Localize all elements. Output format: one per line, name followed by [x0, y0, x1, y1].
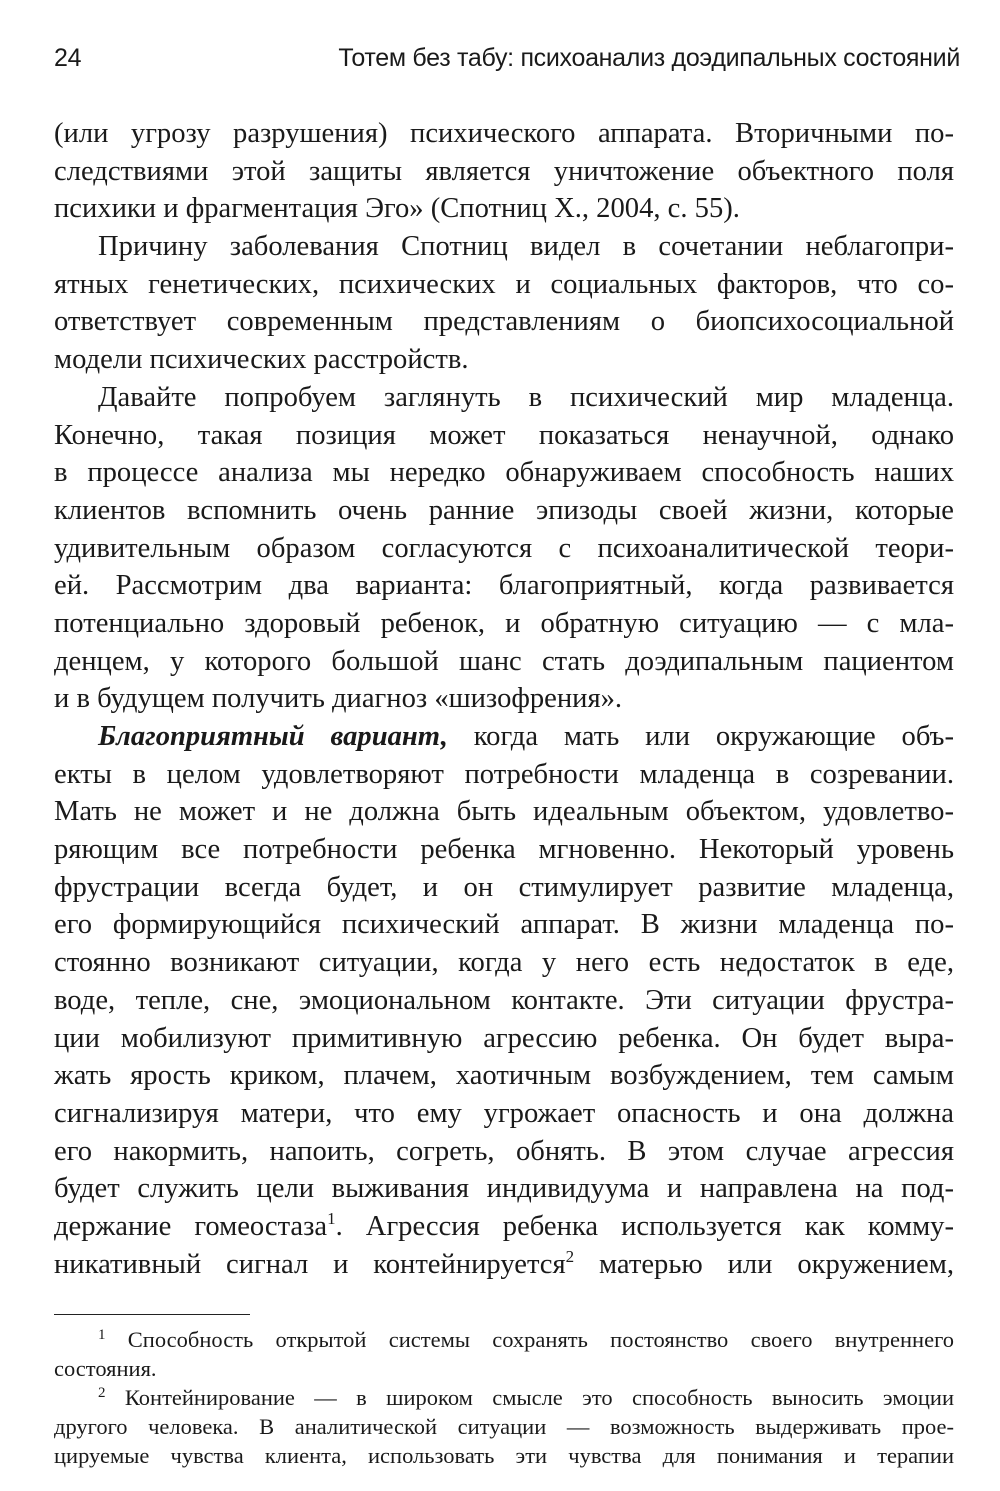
text-line: ятных генетических, психических и социальных факторов, что со-: [54, 268, 954, 300]
paragraph-first-line: Причину заболевания Спотниц видел в сочетании неблагопри-: [98, 231, 954, 263]
paragraph-first-line: [54, 718, 954, 756]
text-line: воде, тепле, сне, эмоциональном контакте. Эти ситуации фрустра-: [54, 984, 954, 1016]
text-line: стоянно возникают ситуации, когда у него есть недостаток в еде,: [54, 947, 954, 979]
text-segment: никативный сигнал и контейнируется: [54, 1248, 566, 1280]
text-line: его формирующийся психический аппарат. В жизни младенца по-: [54, 909, 954, 941]
text-line: (или угрозу разрушения) психического аппарата. Вторичными по-: [54, 118, 954, 149]
running-head: [54, 44, 960, 80]
footnote-divider: [54, 1314, 250, 1315]
text-line: удивительным образом согласуются с психоаналитической теори-: [54, 532, 954, 564]
text-line: потенциально здоровый ребенок, и обратную ситуацию — с мла-: [54, 607, 954, 639]
text-segment: . Агрессия ребенка используется как комму-: [335, 1210, 954, 1242]
book-page: [54, 0, 960, 1491]
text-line: клиентов вспомнить очень ранние эпизоды своей жизни, которые: [54, 494, 954, 526]
text-line: сигнализируя матери, что ему угрожает опасность и она должна: [54, 1097, 954, 1129]
text-line: екты в целом удовлетворяют потребности младенца в созревании.: [54, 758, 954, 790]
text-line: Мать не может и не должна быть идеальным объектом, удовлетво-: [54, 796, 954, 828]
text-line: жать ярость криком, плачем, хаотичным возбуждением, тем самым: [54, 1060, 954, 1092]
footnote-ref-2[interactable]: 2: [565, 1246, 575, 1266]
main-text: [54, 115, 954, 1283]
text-line: ции мобилизуют примитивную агрессию ребенка. Он будет выра-: [54, 1022, 954, 1054]
text-line: и в будущем получить диагноз «шизофрения».: [54, 683, 623, 715]
footnote-marker: 2: [98, 1385, 106, 1401]
footnote-1: [54, 1325, 954, 1354]
footnote-marker: 1: [98, 1327, 106, 1343]
text-segment: когда мать или окружающие объ-: [447, 721, 954, 752]
footnote-text: Способность открытой системы сохранять постоянство своего внутреннего: [127, 1327, 955, 1352]
footnote-text-line: цируемые чувства клиента, использовать эти чувства для понимания и терапии: [54, 1443, 954, 1468]
paragraph-first-line: Давайте попробуем заглянуть в психический мир младенца.: [98, 381, 954, 413]
footnote-ref-1[interactable]: 1: [327, 1208, 336, 1228]
text-line: денцем, у которого большой шанс стать доэдипальным пациентом: [54, 645, 954, 677]
text-line: [54, 1208, 954, 1246]
text-line: психики и фрагментация Эго» (Спотниц Х., 2004, с. 55).: [54, 193, 740, 225]
text-line: следствиями этой защиты является уничтожение объектного поля: [54, 155, 954, 187]
text-line: модели психических расстройств.: [54, 344, 469, 376]
running-title: Тотем без табу: психоанализ доэдипальных состояний: [338, 44, 960, 72]
text-line: Конечно, такая позиция может показаться ненаучной, однако: [54, 419, 954, 451]
text-line: в процессе анализа мы нередко обнаруживаем способность наших: [54, 457, 954, 489]
footnote-text: Контейнирование — в широком смысле это способность выносить эмоции: [124, 1385, 954, 1410]
footnote-text-line: другого человека. В аналитической ситуации — возможность выдерживать прое-: [54, 1414, 954, 1439]
footnotes: [54, 1325, 954, 1470]
page-number: 24: [54, 44, 82, 72]
text-line: ответствует современным представлениям о биопсихосоциальной: [54, 306, 954, 338]
text-segment: матерью или окружением,: [574, 1248, 954, 1280]
footnote-2: [54, 1383, 954, 1412]
text-line: [54, 1246, 954, 1284]
text-line: фрустрации всегда будет, и он стимулирует развитие младенца,: [54, 871, 954, 903]
footnote-text-line: состояния.: [54, 1356, 157, 1381]
text-line: его накормить, напоить, согреть, обнять. В этом случае агрессия: [54, 1135, 954, 1167]
text-segment: держание гомеостаза: [54, 1210, 328, 1242]
text-line: будет служить цели выживания индивидуума и направлена на под-: [54, 1173, 954, 1205]
text-line: ей. Рассмотрим два варианта: благоприятный, когда развивается: [54, 570, 954, 602]
emphasized-term: Благоприятный вариант,: [98, 721, 448, 752]
text-line: ряющим все потребности ребенка мгновенно. Некоторый уровень: [54, 834, 954, 866]
